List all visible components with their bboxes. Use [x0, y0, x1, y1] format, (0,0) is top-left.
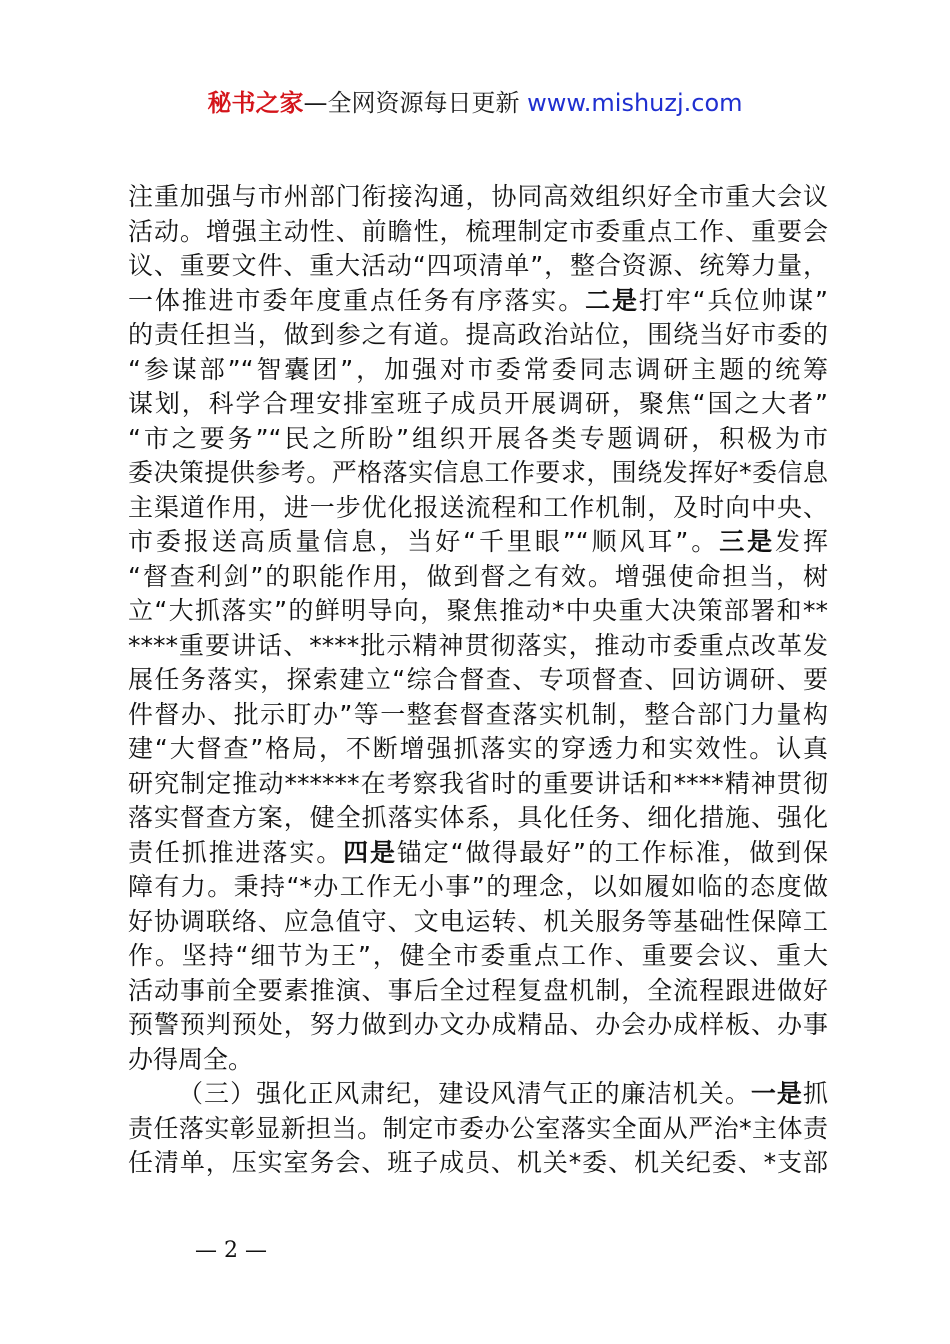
text-segment: 打牢“兵位帅谋” [638, 285, 828, 315]
text-segment: 发挥 [775, 527, 828, 556]
text-line [128, 284, 828, 319]
text-line [128, 525, 828, 560]
text-line: 件督办、批示盯办”等一整套督查落实机制，整合部门力量构 [128, 699, 828, 729]
site-brand: 秘书之家 [207, 89, 304, 117]
text-line: 任清单，压实室务会、班子成员、机关*委、机关纪委、*支部 [128, 1148, 828, 1177]
text-line: 预警预判预处，努力做到办文办成精品、办会办成样板、办事 [128, 1010, 828, 1039]
text-line: 谋划，科学合理安排室班子成员开展调研，聚焦“国之大者” [128, 389, 828, 418]
text-line: 立“大抓落实”的鲜明导向，聚焦推动*中央重大决策部署和** [128, 596, 828, 625]
text-line: 的责任担当，做到参之有道。提高政治站位，围绕当好市委的 [128, 320, 828, 349]
text-line: 委决策提供参考。严格落实信息工作要求，围绕发挥好*委信息 [128, 458, 828, 487]
site-url-link[interactable]: www.mishuzj.com [527, 89, 743, 117]
text-line: 议、重要文件、重大活动“四项清单”，整合资源、统筹力量， [128, 251, 828, 280]
ordinal-bold: 一是 [750, 1079, 803, 1108]
text-segment: 一体推进市委年度重点任务有序落实。 [128, 285, 586, 315]
text-line [128, 836, 828, 871]
text-line: 注重加强与市州部门衔接沟通，协同高效组织好全市重大会议 [128, 182, 828, 211]
ordinal-bold: 四是 [343, 837, 397, 867]
ordinal-bold: 三是 [719, 527, 776, 556]
text-line: 障有力。秉持“*办工作无小事”的理念，以如履如临的态度做 [128, 872, 828, 901]
section-heading: （三）强化正风肃纪，建设风清气正的廉洁机关。 [178, 1079, 751, 1108]
text-line: 作。坚持“细节为王”，健全市委重点工作、重要会议、重大 [128, 941, 828, 970]
document-body [128, 180, 828, 1181]
text-segment: 责任抓推进落实。 [128, 837, 344, 867]
text-line: 责任落实彰显新担当。制定市委办公室落实全面从严治*主体责 [128, 1113, 828, 1143]
text-segment: 锚定“做得最好”的工作标准，做到保 [396, 837, 828, 867]
text-line: 建“大督查”格局，不断增强抓落实的穿透力和实效性。认真 [128, 734, 828, 763]
text-line: ****重要讲话、****批示精神贯彻落实，推动市委重点改革发 [128, 630, 828, 660]
page-number: — 2 — [195, 1238, 267, 1263]
ordinal-bold: 二是 [585, 285, 639, 315]
text-segment: 抓 [802, 1079, 828, 1108]
text-line: 好协调联络、应急值守、文电运转、机关服务等基础性保障工 [128, 906, 828, 936]
text-line: 活动事前全要素推演、事后全过程复盘机制，全流程跟进做好 [128, 975, 828, 1005]
text-line: “市之要务”“民之所盼”组织开展各类专题调研，积极为市 [128, 423, 828, 453]
text-line: 研究制定推动******在考察我省时的重要讲话和****精神贯彻 [128, 768, 828, 798]
text-line: 展任务落实，探索建立“综合督查、专项督查、回访调研、要 [128, 665, 828, 694]
site-header-banner [0, 85, 950, 121]
text-line: 办得周全。 [128, 1044, 254, 1074]
text-line: 主渠道作用，进一步优化报送流程和工作机制，及时向中央、 [128, 492, 828, 522]
site-tagline: —全网资源每日更新 [303, 89, 520, 117]
text-line: “参谋部”“智囊团”，加强对市委常委同志调研主题的统筹 [128, 354, 828, 384]
text-line: 落实督查方案，健全抓落实体系，具化任务、细化措施、强化 [128, 803, 828, 832]
text-segment: 市委报送高质量信息，当好“千里眼”“顺风耳”。 [128, 527, 720, 556]
text-line: 活动。增强主动性、前瞻性，梳理制定市委重点工作、重要会 [128, 216, 828, 246]
section-heading-line [128, 1077, 828, 1112]
text-line: “督查利剑”的职能作用，做到督之有效。增强使命担当，树 [128, 561, 828, 591]
